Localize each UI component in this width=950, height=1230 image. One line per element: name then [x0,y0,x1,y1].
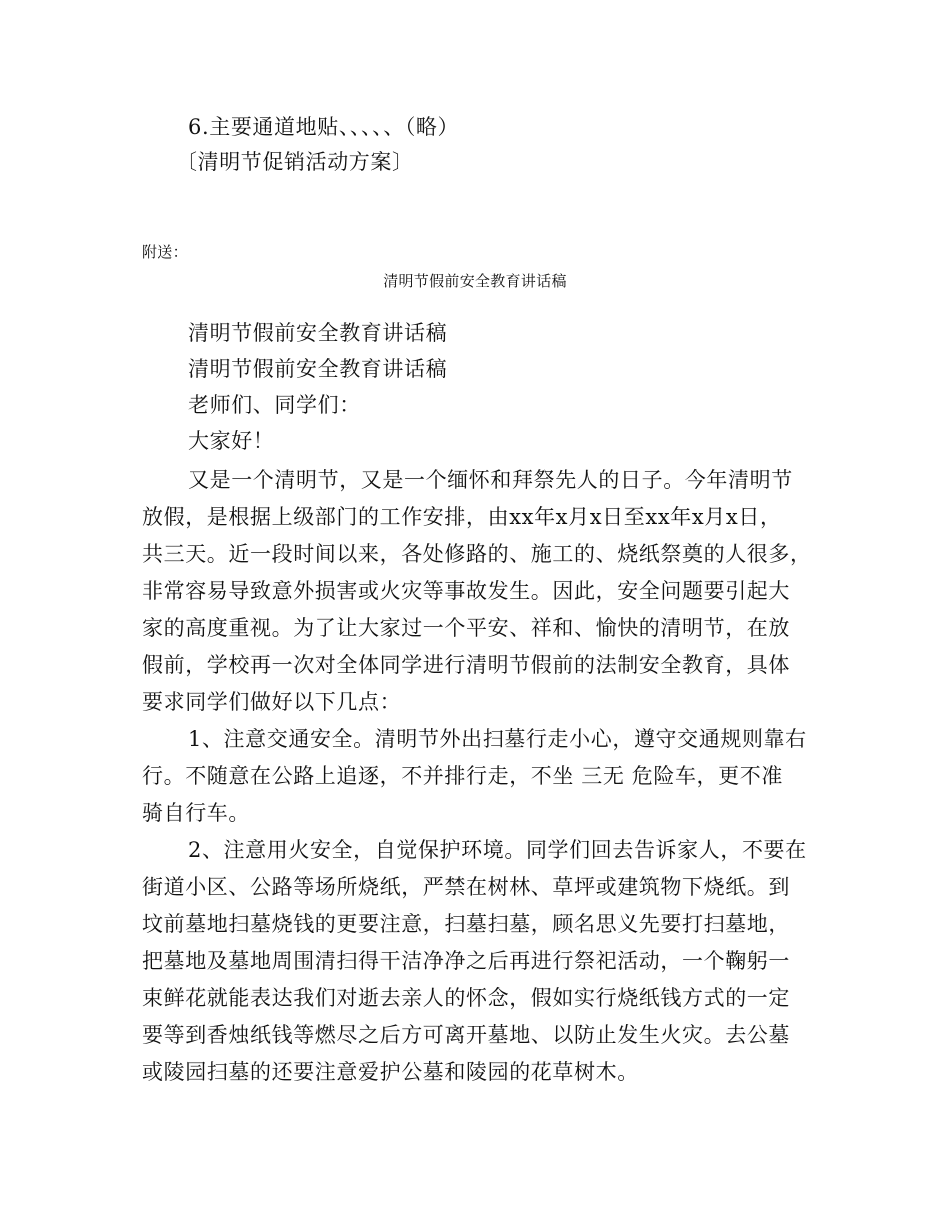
paragraph-3-line: 把墓地及墓地周围清扫得干洁净净之后再进行祭祀活动，一个鞠躬一 [142,949,790,973]
greeting: 大家好！ [188,429,275,453]
list-item-6: 6.主要通道地贴、、、、、（略） [188,115,460,139]
paragraph-3-line: 坟前墓地扫墓烧钱的更要注意，扫墓扫墓，顾名思义先要打扫墓地， [142,912,790,936]
paragraph-2-line: 1、注意交通安全。清明节外出扫墓行走小心，遵守交通规则靠右 [188,727,807,751]
appendix-label: 附送： [142,243,188,261]
paragraph-3-line: 要等到香烛纸钱等燃尽之后方可离开墓地、以防止发生火灾。去公墓 [142,1023,790,1047]
speech-title-2: 清明节假前安全教育讲话稿 [188,357,448,381]
paragraph-3-line: 2、注意用火安全，自觉保护环境。同学们回去告诉家人，不要在 [188,838,807,862]
paragraph-1-line: 假前，学校再一次对全体同学进行清明节假前的法制安全教育，具体 [142,653,790,677]
salutation: 老师们、同学们： [188,393,361,417]
paragraph-2-line: 行。不随意在公路上追逐，不并排行走，不坐 三无 危险车，更不准 [142,764,783,788]
paragraph-1-line: 非常容易导致意外损害或火灾等事故发生。因此，安全问题要引起大 [142,579,790,603]
paragraph-1-line: 家的高度重视。为了让大家过一个平安、祥和、愉快的清明节，在放 [142,616,790,640]
appendix-heading: 清明节假前安全教育讲话稿 [383,272,567,290]
paragraph-2-line: 骑自行车。 [142,801,250,825]
paragraph-3-line: 束鲜花就能表达我们对逝去亲人的怀念，假如实行烧纸钱方式的一定 [142,986,790,1010]
paragraph-1-line: 放假，是根据上级部门的工作安排，由xx年x月x日至xx年x月x日， [142,505,782,529]
paragraph-1-line: 共三天。近一段时间以来，各处修路的、施工的、烧纸祭奠的人很多， [142,542,812,566]
paragraph-1-line: 要求同学们做好以下几点： [142,690,402,714]
speech-title-1: 清明节假前安全教育讲话稿 [188,321,448,345]
paragraph-3-line: 或陵园扫墓的还要注意爱护公墓和陵园的花草树木。 [142,1060,639,1084]
paragraph-3-line: 街道小区、公路等场所烧纸，严禁在树林、草坪或建筑物下烧纸。到 [142,875,790,899]
source-title: 〔清明节促销活动方案〕 [176,150,414,174]
paragraph-1-line: 又是一个清明节，又是一个缅怀和拜祭先人的日子。今年清明节 [188,468,793,492]
